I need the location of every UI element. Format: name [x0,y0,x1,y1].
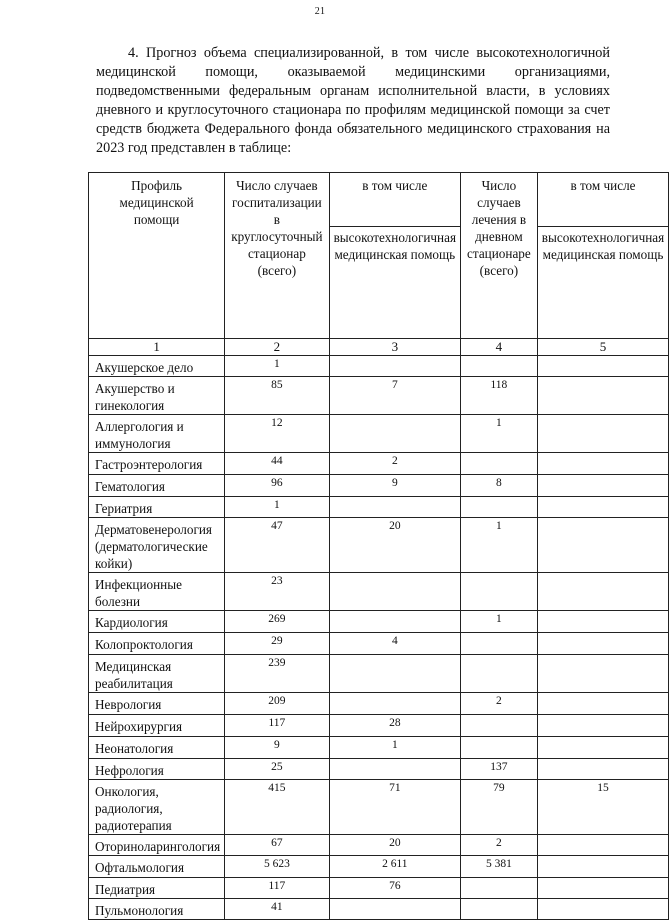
page-number: 21 [314,6,326,17]
table-row [89,759,669,780]
table-row [89,835,669,856]
header-day-total: Число случаев лечения в дневном стационаре (всего) [461,173,538,339]
table-row [89,899,669,920]
cell-c3: 20 [329,835,460,856]
table-row [89,856,669,878]
table-row [89,377,669,415]
cell-c4: 8 [461,475,538,497]
cell-c4 [461,453,538,475]
cell-profile: Неонатология [89,737,225,759]
cell-profile: Кардиология [89,611,225,633]
cell-c4 [461,356,538,377]
cell-c3 [329,611,460,633]
cell-c5 [537,737,668,759]
header-hitech-1: высокотехнологичная медицинская помощь [329,227,460,339]
cell-c5 [537,611,668,633]
cell-c3: 4 [329,633,460,655]
cell-c5 [537,633,668,655]
table-row [89,475,669,497]
table-header [89,173,669,356]
cell-c3: 28 [329,715,460,737]
cell-profile: Инфекционные болезни [89,573,225,611]
cell-c2: 29 [225,633,329,655]
cell-profile: Пульмонология [89,899,225,920]
cell-c3 [329,573,460,611]
cell-profile: Педиатрия [89,878,225,899]
table-row [89,415,669,453]
cell-c3 [329,415,460,453]
cell-c5 [537,693,668,715]
cell-c2: 41 [225,899,329,920]
table-row [89,497,669,518]
cell-c2: 269 [225,611,329,633]
cell-c4 [461,633,538,655]
cell-profile: Дерматовенерология (дерматологические койки) [89,518,225,573]
cell-c4: 118 [461,377,538,415]
cell-c3 [329,693,460,715]
table-row [89,573,669,611]
cell-profile: Гематология [89,475,225,497]
cell-c2: 23 [225,573,329,611]
table-row [89,715,669,737]
column-number: 4 [461,339,538,356]
column-number: 2 [225,339,329,356]
cell-c3 [329,759,460,780]
cell-c2: 25 [225,759,329,780]
cell-c3 [329,655,460,693]
table-row [89,611,669,633]
cell-c5 [537,497,668,518]
column-number: 1 [89,339,225,356]
cell-c5 [537,356,668,377]
cell-profile: Акушерское дело [89,356,225,377]
cell-profile: Нейрохирургия [89,715,225,737]
cell-c4 [461,715,538,737]
table-row [89,453,669,475]
cell-c4 [461,655,538,693]
cell-c4 [461,737,538,759]
cell-c4 [461,573,538,611]
cell-profile: Акушерство и гинекология [89,377,225,415]
cell-c4 [461,878,538,899]
cell-c4: 1 [461,415,538,453]
cell-c4: 137 [461,759,538,780]
cell-c4: 79 [461,780,538,835]
cell-c5 [537,415,668,453]
cell-c5 [537,573,668,611]
cell-c4: 2 [461,835,538,856]
cell-c5 [537,655,668,693]
cell-profile: Оториноларингология [89,835,225,856]
cell-c3: 71 [329,780,460,835]
cell-c5 [537,856,668,878]
cell-c3 [329,497,460,518]
cell-profile: Офтальмология [89,856,225,878]
cell-profile: Нефрология [89,759,225,780]
cell-c5 [537,899,668,920]
cell-c5 [537,878,668,899]
cell-c3: 9 [329,475,460,497]
cell-c3: 20 [329,518,460,573]
cell-profile: Аллергология и иммунология [89,415,225,453]
table-row [89,737,669,759]
cell-c3: 2 [329,453,460,475]
table-row [89,356,669,377]
cell-c3: 1 [329,737,460,759]
cell-c2: 44 [225,453,329,475]
header-profile: Профиль медицинской помощи [89,173,225,339]
table-row [89,655,669,693]
table-row [89,518,669,573]
cell-c4: 5 381 [461,856,538,878]
header-in-that-1: в том числе [329,173,460,227]
cell-c5 [537,518,668,573]
cell-c2: 1 [225,497,329,518]
cell-c2: 47 [225,518,329,573]
cell-c4: 1 [461,611,538,633]
cell-c3: 76 [329,878,460,899]
cell-c2: 1 [225,356,329,377]
cell-c2: 239 [225,655,329,693]
table-row [89,633,669,655]
cell-c2: 96 [225,475,329,497]
cell-profile: Колопроктология [89,633,225,655]
cell-c2: 117 [225,878,329,899]
cell-c3: 7 [329,377,460,415]
cell-c4 [461,497,538,518]
cell-c5 [537,759,668,780]
table-body [89,356,669,920]
cell-c2: 415 [225,780,329,835]
header-hitech-2: высокотехнологичная медицинская помощь [537,227,668,339]
header-in-that-2: в том числе [537,173,668,227]
cell-profile: Медицинская реабилитация [89,655,225,693]
cell-c2: 117 [225,715,329,737]
cell-c5 [537,835,668,856]
cell-c5 [537,475,668,497]
cell-c2: 209 [225,693,329,715]
column-number: 5 [537,339,668,356]
table-row [89,878,669,899]
cell-profile: Гастроэнтерология [89,453,225,475]
cell-c2: 5 623 [225,856,329,878]
cell-c3 [329,356,460,377]
cell-c4: 2 [461,693,538,715]
cell-c3 [329,899,460,920]
cell-c3: 2 611 [329,856,460,878]
cell-c2: 85 [225,377,329,415]
table-row [89,693,669,715]
cell-c5 [537,453,668,475]
cell-c2: 9 [225,737,329,759]
cell-c4 [461,899,538,920]
cell-c4: 1 [461,518,538,573]
cell-c2: 67 [225,835,329,856]
column-numbers-row [89,339,669,356]
intro-paragraph: 4. Прогноз объема специализированной, в том числе высокотехнологичной медицинской помощи, оказываемой медицинскими организациями, подведомственными федеральным органам исполнительной власти, в условиях дневного и круглосуточного стационара по профилям медицинской помощи за счет средств бюджета Федерального фонда обязательного медицинского страхования на 2023 год представлен в таблице: [96,45,610,156]
forecast-table [88,172,669,920]
header-hosp-total: Число случаев госпитализации в круглосуточный стационар (всего) [225,173,329,339]
cell-c5: 15 [537,780,668,835]
cell-c5 [537,715,668,737]
table-row [89,780,669,835]
cell-profile: Гериатрия [89,497,225,518]
cell-c2: 12 [225,415,329,453]
cell-c5 [537,377,668,415]
column-number: 3 [329,339,460,356]
cell-profile: Онкология, радиология, радиотерапия [89,780,225,835]
cell-profile: Неврология [89,693,225,715]
